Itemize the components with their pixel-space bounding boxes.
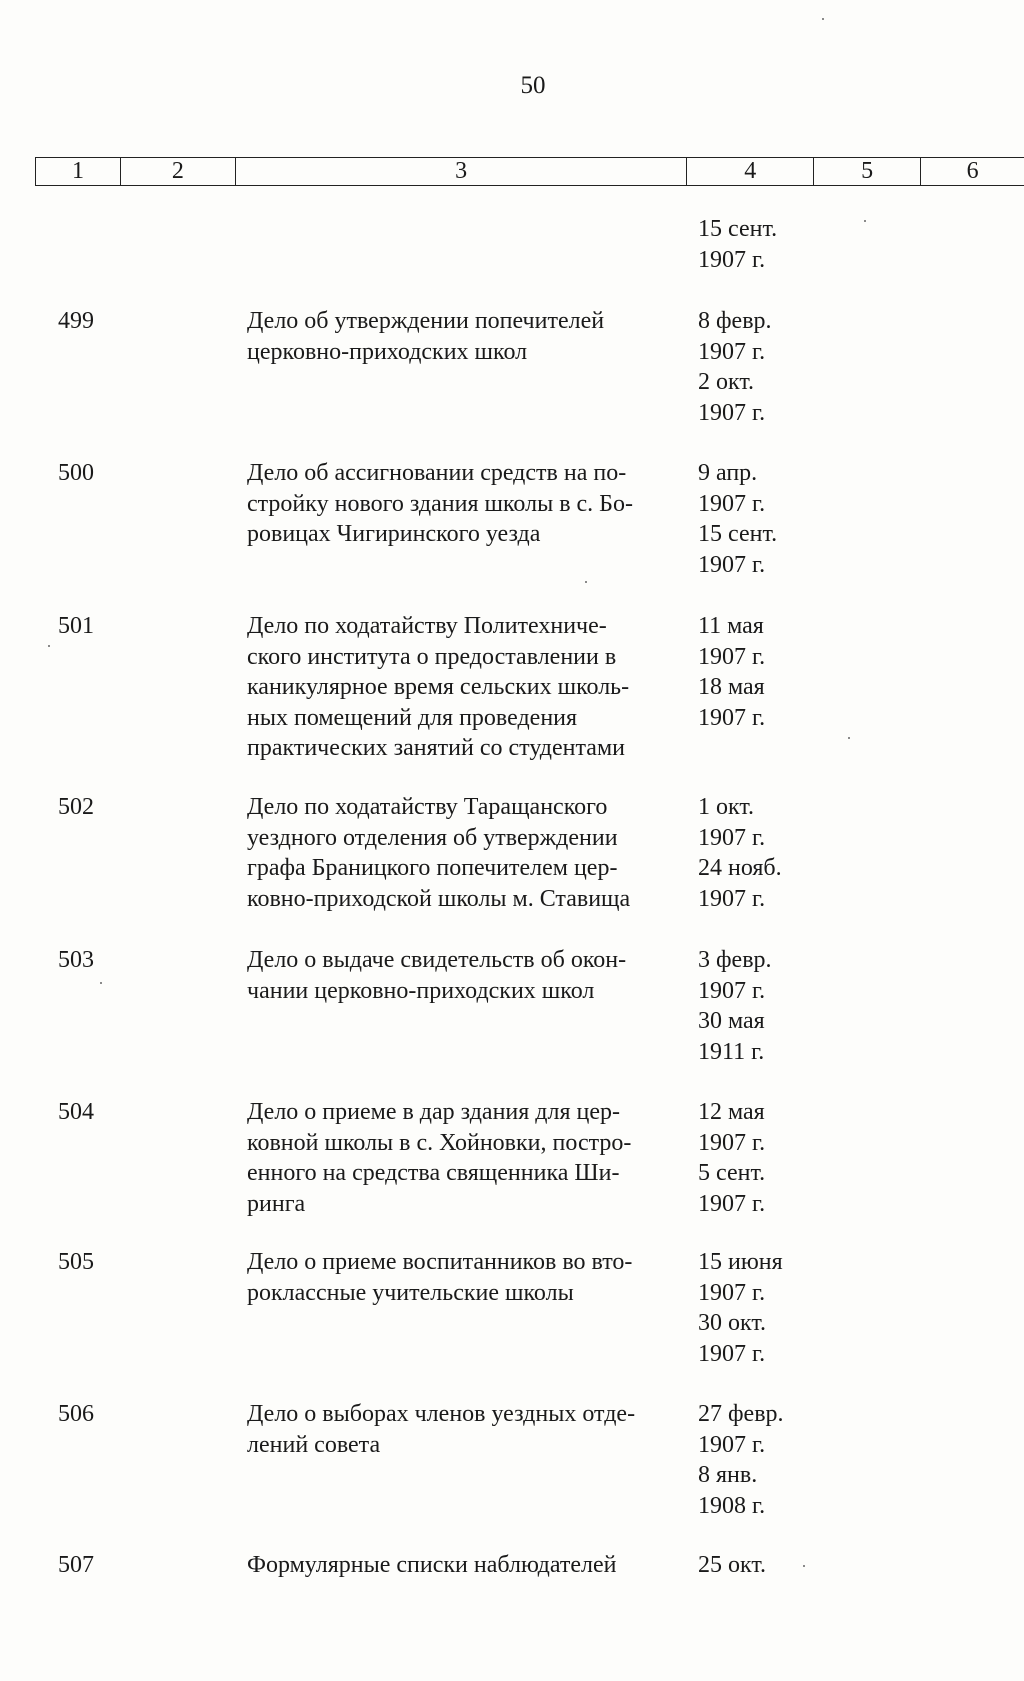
- page-number: 50: [520, 72, 546, 99]
- entry-title: [247, 1399, 687, 1460]
- entry-date-line: 1907 г.: [698, 551, 766, 578]
- entry-title-line: енного на средства священника Ши-: [247, 1160, 620, 1186]
- entry-date-line: 1 окт.: [698, 794, 755, 820]
- entry-dates: [698, 214, 838, 275]
- entry-date-line: 1908 г.: [698, 1492, 766, 1519]
- entry-dates: [698, 611, 838, 733]
- entry-title: [247, 611, 687, 764]
- entry-dates: [698, 1247, 838, 1369]
- entry-date-line: 24 нояб.: [698, 855, 782, 881]
- header-col-5: 5: [814, 158, 921, 185]
- entry-number: 500: [58, 460, 94, 486]
- entry-number: 504: [58, 1099, 94, 1125]
- entry-title-line: практических занятий со студентами: [247, 735, 625, 761]
- entry-title-line: ных помещений для проведения: [247, 704, 578, 731]
- entry-date-line: 1907 г.: [698, 246, 766, 273]
- entry-date-line: 15 сент.: [698, 216, 778, 242]
- entry-date-line: 8 февр.: [698, 308, 772, 334]
- entry-dates: [698, 1399, 838, 1521]
- entry-date-line: 8 янв.: [698, 1462, 758, 1488]
- entry-title-line: ровицах Чигиринского уезда: [247, 521, 541, 547]
- entry-date-line: 1907 г.: [698, 643, 766, 670]
- entry-title: [247, 1247, 687, 1308]
- entry-number: 501: [58, 613, 94, 639]
- entry-date-line: 12 мая: [698, 1099, 765, 1125]
- header-col-1: 1: [36, 158, 121, 185]
- entry-date-line: 1911 г.: [698, 1038, 765, 1065]
- entry-title-line: Дело о приеме воспитанников во вто-: [247, 1249, 633, 1275]
- entry-number: 505: [58, 1249, 94, 1275]
- entry-title-line: каникулярное время сельских школь-: [247, 674, 630, 700]
- entry-title-line: Дело о выдаче свидетельств об окон-: [247, 947, 627, 973]
- entry-date-line: 1907 г.: [698, 1129, 766, 1156]
- entry-date-line: 1907 г.: [698, 824, 766, 851]
- table-header-row: [35, 157, 1024, 186]
- entry-date-line: 1907 г.: [698, 885, 766, 912]
- entry-date-line: 1907 г.: [698, 490, 766, 517]
- scan-speck: [822, 18, 824, 20]
- entry-title-line: Дело по ходатайству Таращанского: [247, 794, 608, 820]
- scan-speck: [803, 1565, 805, 1567]
- entry-title-line: церковно-приходских школ: [247, 338, 528, 365]
- entry-title: [247, 945, 687, 1006]
- entry-title-line: Дело о выборах членов уездных отде-: [247, 1401, 636, 1427]
- entry-dates: [698, 458, 838, 580]
- entry-title-line: Дело по ходатайству Политехниче-: [247, 613, 607, 639]
- entry-date-line: 11 мая: [698, 613, 764, 639]
- entry-date-line: 15 июня: [698, 1249, 783, 1275]
- entry-date-line: 15 сент.: [698, 521, 778, 547]
- entry-title: [247, 306, 687, 367]
- entry-title-line: стройку нового здания школы в с. Бо-: [247, 490, 633, 517]
- entry-number: 503: [58, 947, 94, 973]
- entry-title-line: ринга: [247, 1190, 306, 1217]
- scan-speck: [585, 581, 587, 583]
- entry-date-line: 30 окт.: [698, 1310, 767, 1336]
- entry-date-line: 1907 г.: [698, 399, 766, 426]
- entry-title-line: лений совета: [247, 1431, 381, 1458]
- scan-speck: [48, 645, 50, 647]
- entry-date-line: 5 сент.: [698, 1160, 766, 1186]
- entry-date-line: 27 февр.: [698, 1401, 784, 1427]
- scan-speck: [100, 982, 102, 984]
- entry-dates: [698, 306, 838, 428]
- entry-dates: [698, 1097, 838, 1219]
- entry-date-line: 1907 г.: [698, 1279, 766, 1306]
- entry-number: 507: [58, 1552, 94, 1578]
- scan-speck: [864, 220, 866, 222]
- entry-title: [247, 1550, 687, 1581]
- entry-title-line: ского института о предоставлении в: [247, 643, 617, 670]
- entry-dates: [698, 792, 838, 914]
- entry-title: [247, 458, 687, 550]
- entry-date-line: 1907 г.: [698, 1431, 766, 1458]
- entry-date-line: 3 февр.: [698, 947, 772, 973]
- entry-date-line: 1907 г.: [698, 338, 766, 365]
- entry-title-line: Формулярные списки наблюдателей: [247, 1552, 617, 1578]
- entry-date-line: 9 апр.: [698, 460, 758, 486]
- entry-title: [247, 1097, 687, 1219]
- entry-title-line: Дело об утверждении попечителей: [247, 308, 605, 334]
- entry-title-line: графа Браницкого попечителем цер-: [247, 855, 618, 881]
- header-col-2: 2: [121, 158, 236, 185]
- entry-date-line: 18 мая: [698, 674, 765, 700]
- entry-date-line: 1907 г.: [698, 1340, 766, 1367]
- entry-date-line: 1907 г.: [698, 977, 766, 1004]
- entry-date-line: 2 окт.: [698, 369, 755, 395]
- entry-date-line: 1907 г.: [698, 1190, 766, 1217]
- entry-title-line: роклассные учительские школы: [247, 1279, 574, 1306]
- entry-date-line: 30 мая: [698, 1008, 765, 1034]
- entry-title: [247, 792, 687, 914]
- entry-title-line: Дело о приеме в дар здания для цер-: [247, 1099, 621, 1125]
- entry-dates: [698, 945, 838, 1067]
- entry-date-line: 1907 г.: [698, 704, 766, 731]
- entry-title-line: ковной школы в с. Хойновки, постро-: [247, 1129, 632, 1156]
- entry-title-line: чании церковно-приходских школ: [247, 977, 595, 1004]
- entry-dates: [698, 1550, 838, 1581]
- entry-number: 499: [58, 308, 94, 334]
- entry-number: 502: [58, 794, 94, 820]
- header-col-3: 3: [236, 158, 688, 185]
- entry-number: 506: [58, 1401, 94, 1427]
- entry-title-line: уездного отделения об утверждении: [247, 824, 618, 851]
- entry-title-line: Дело об ассигновании средств на по-: [247, 460, 627, 486]
- entry-title-line: ковно-приходской школы м. Ставища: [247, 885, 631, 912]
- scan-speck: [848, 737, 850, 739]
- header-col-6: 6: [966, 158, 979, 184]
- entry-date-line: 25 окт.: [698, 1552, 767, 1578]
- header-col-4: 4: [687, 158, 814, 185]
